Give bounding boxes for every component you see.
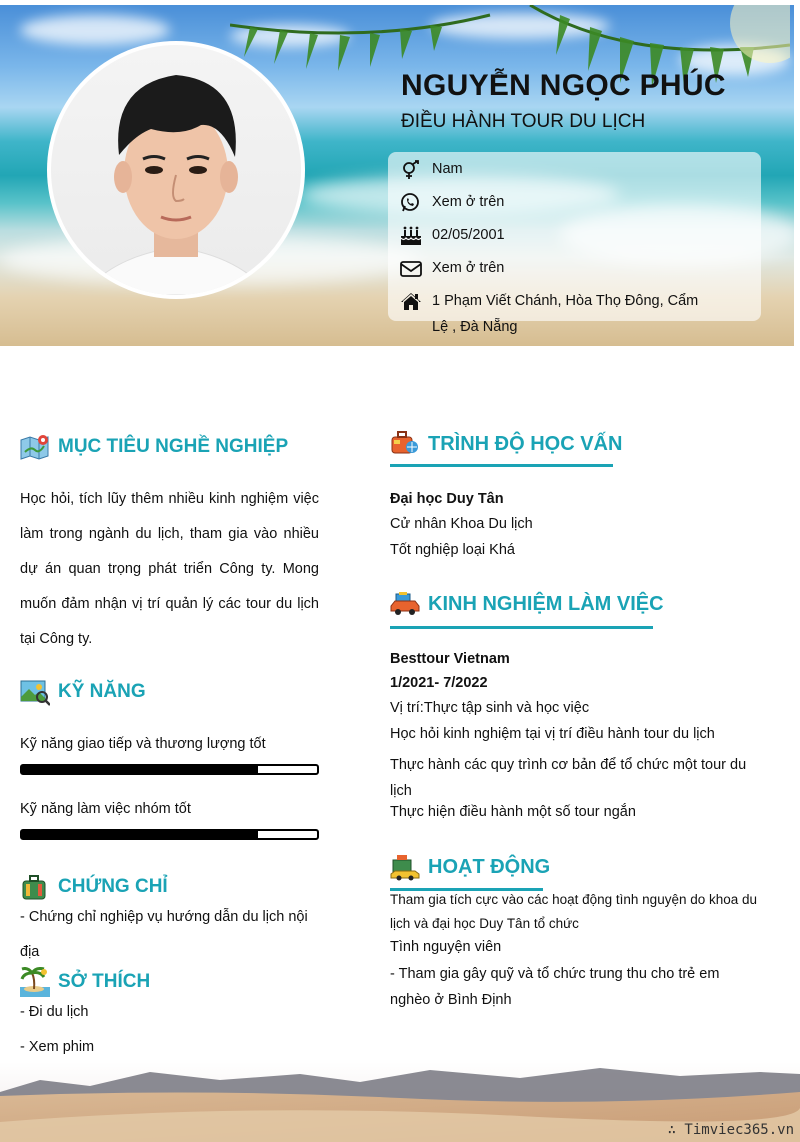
certificates-title <box>20 872 168 902</box>
hobbies-title <box>20 967 150 997</box>
email-value: Xem ở trên <box>432 260 505 276</box>
contact-info-box <box>388 152 761 335</box>
travel-picture-icon <box>20 677 50 707</box>
skill-1-label: Kỹ năng giao tiếp và thương lượng tốt <box>20 736 266 752</box>
activities-title-text: HOẠT ĐỘNG <box>428 855 551 878</box>
info-birthday <box>400 226 717 248</box>
beach-island-icon <box>20 967 50 997</box>
gender-value: Nam <box>432 161 463 177</box>
header-banner <box>0 5 794 346</box>
avatar-frame <box>47 41 305 299</box>
hobby-1: - Đi du lịch <box>20 1004 89 1020</box>
experience-title-text: KINH NGHIỆM LÀM VIỆC <box>428 592 664 615</box>
travel-activity-icon <box>390 852 420 882</box>
activities-role: Tình nguyện viên <box>390 939 502 955</box>
watermark: ∴ Timviec365.vn <box>667 1122 794 1138</box>
objective-title-text: MỤC TIÊU NGHỀ NGHIỆP <box>58 436 289 457</box>
experience-line-2: Học hỏi kinh nghiệm tại vị trí điều hành tour du lịch <box>390 726 715 742</box>
skills-title-text: KỸ NĂNG <box>58 681 146 702</box>
activities-detail: - Tham gia gây quỹ và tổ chức trung thu cho trẻ em nghèo ở Bình Định <box>390 966 720 1008</box>
education-grade: Tốt nghiệp loại Khá <box>390 542 515 558</box>
experience-underline <box>390 626 653 629</box>
certificates-title-text: CHỨNG CHỈ <box>58 876 168 897</box>
skill-2-bar <box>20 829 319 840</box>
whatsapp-phone-icon <box>400 193 422 213</box>
experience-line-3: Thực hành các quy trình cơ bản để tổ chức một tour du lịch <box>390 757 747 799</box>
skill-2-label: Kỹ năng làm việc nhóm tốt <box>20 801 191 817</box>
info-gender <box>400 160 717 182</box>
education-major: Cử nhân Khoa Du lịch <box>390 516 533 532</box>
phone-value: Xem ở trên <box>432 194 505 210</box>
watermark-text: Timviec365.vn <box>684 1122 794 1138</box>
car-luggage-icon <box>390 589 420 619</box>
map-icon <box>20 432 50 462</box>
birthday-value: 02/05/2001 <box>432 227 505 243</box>
hobby-2: - Xem phim <box>20 1039 95 1055</box>
skill-1-fill <box>22 766 258 773</box>
info-address <box>400 292 717 340</box>
address-value: 1 Phạm Viết Chánh, Hòa Thọ Đông, Cẩm Lệ , Đà Nẵng <box>432 293 699 335</box>
experience-company: Besttour Vietnam <box>390 651 510 667</box>
palm-leaves-decoration <box>230 5 790 125</box>
info-email <box>400 259 717 281</box>
skill-1-bar <box>20 764 319 775</box>
job-title: ĐIỀU HÀNH TOUR DU LỊCH <box>401 111 646 132</box>
travel-bag-icon <box>390 429 420 459</box>
certificates-text: - Chứng chỉ nghiệp vụ hướng dẫn du lịch nội địa <box>20 909 308 960</box>
footer-desert-banner <box>0 1062 800 1142</box>
skills-title <box>20 677 146 707</box>
info-phone <box>400 193 717 215</box>
birthday-cake-icon <box>400 226 422 246</box>
avatar <box>51 45 301 295</box>
education-underline <box>390 464 613 467</box>
home-icon <box>400 292 422 312</box>
envelope-icon <box>400 259 422 279</box>
experience-period: 1/2021- 7/2022 <box>390 675 488 691</box>
skill-2-fill <box>22 831 258 838</box>
candidate-name: NGUYỄN NGỌC PHÚC <box>401 69 726 102</box>
education-title-text: TRÌNH ĐỘ HỌC VẤN <box>428 432 623 455</box>
activities-title <box>390 852 550 882</box>
objective-title <box>20 432 288 462</box>
education-school: Đại học Duy Tân <box>390 491 504 507</box>
suitcase-icon <box>20 872 50 902</box>
hobbies-title-text: SỞ THÍCH <box>58 971 151 992</box>
activities-intro: Tham gia tích cực vào các hoạt động tình nguyện do khoa du lịch và đại học Duy Tân tổ chức <box>390 892 758 931</box>
education-title <box>390 429 622 459</box>
experience-line-1: Vị trí:Thực tập sinh và học việc <box>390 700 590 716</box>
gender-icon <box>400 160 422 180</box>
experience-line-4: Thực hiện điều hành một số tour ngắn <box>390 804 636 820</box>
objective-text: Học hỏi, tích lũy thêm nhiều kinh nghiệm việc làm trong ngành du lịch, tham gia vào nhiều dự án quan trọng phát triển Công ty. Mong muốn đảm nhận vị trí quản lý các tour du lịch tại Công ty. <box>20 491 319 647</box>
experience-title <box>390 589 664 619</box>
